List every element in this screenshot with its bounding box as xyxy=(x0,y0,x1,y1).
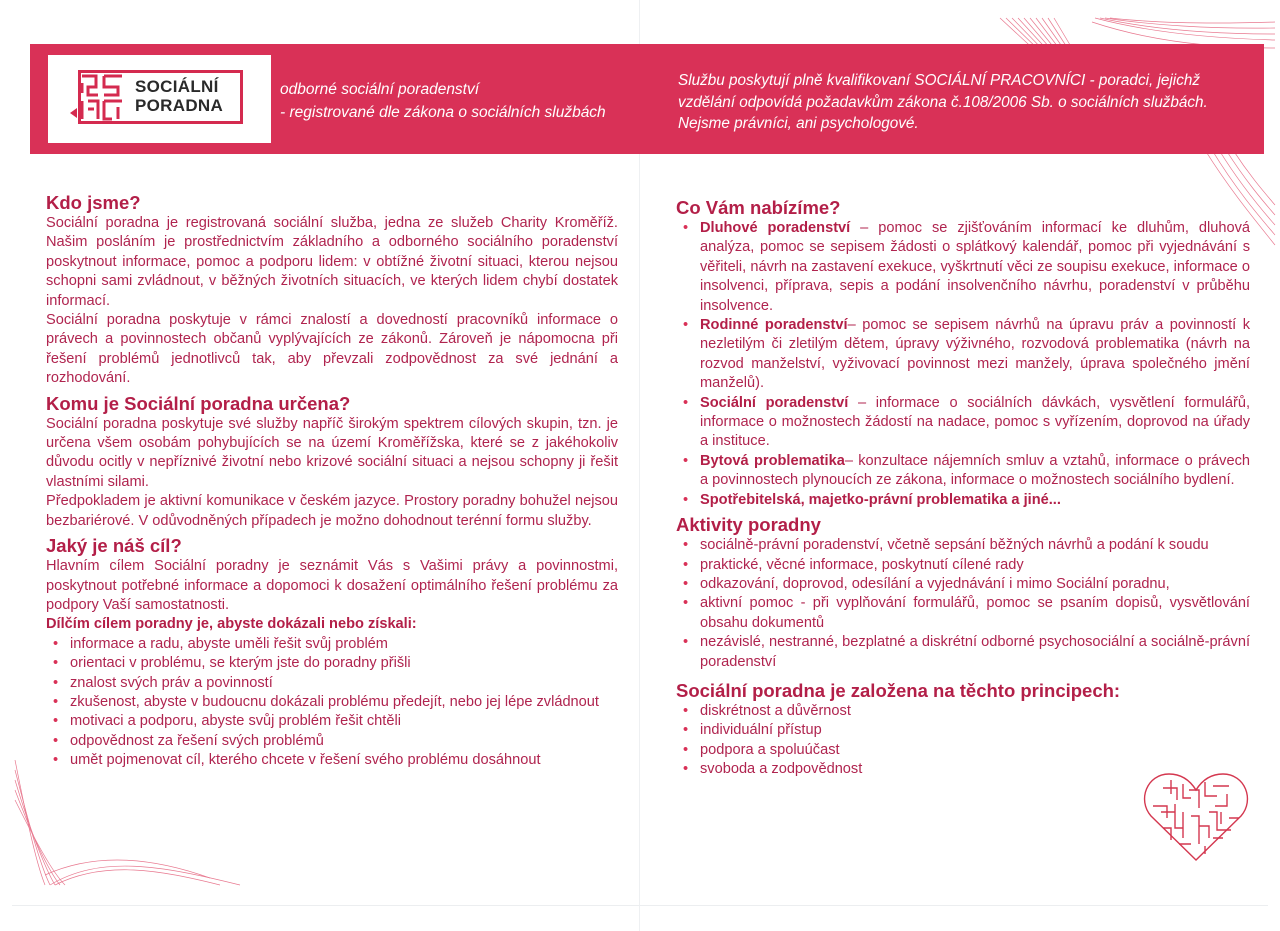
item-title: Sociální poradenství xyxy=(700,394,849,411)
section-heading: Aktivity poradny xyxy=(676,514,821,536)
tagline-line-1: odborné sociální poradenství xyxy=(280,81,480,98)
offer-list xyxy=(676,219,1250,510)
notice-line-3: Nejsme právníci, ani psychologové. xyxy=(678,115,919,132)
section-heading: Co Vám nabízíme? xyxy=(676,197,841,218)
paragraph: Sociální poradna poskytuje své služby napříč širokým spektrem cílových skupin, tzn. je určena všem osobám pohybujících se na území Kroměřížska, které se z jakéhokoliv důvodu ocitly v nepříznivé životní nebo krizové sociální situaci a nejsou schopny ji řešit vlastními silami. xyxy=(46,415,618,490)
item-text: – konzultace nájemních smluv a vztahů, informace o právech a povinnostech plynoucích ze zákona, informace o možnostech sociálního bydlení. xyxy=(700,452,1250,489)
tagline xyxy=(280,78,606,124)
right-column xyxy=(676,197,1250,780)
section-who-we-are xyxy=(46,192,618,389)
list-item xyxy=(700,491,1250,510)
notice-line-2: vzdělání odpovídá požadavkům zákona č.108/2006 Sb. o sociálních službách. xyxy=(678,93,1208,111)
left-column xyxy=(46,192,618,771)
list-item: • odpovědnost za řešení svých problémů xyxy=(70,732,618,751)
decorative-waves-bottom-left xyxy=(10,760,250,890)
list-item: • odkazování, doprovod, odesílání a vyjednávání i mimo Sociální poradnu, xyxy=(700,575,1250,594)
item-title: Bytová problematika xyxy=(700,452,845,469)
list-item: • informace a radu, abyste uměli řešit svůj problém xyxy=(70,635,618,654)
item-title: Dluhové poradenství xyxy=(700,220,851,236)
list-item: • diskrétnost a důvěrnost xyxy=(700,702,1250,721)
qualification-notice xyxy=(678,70,1258,135)
list-item: • motivaci a podporu, abyste svůj problém řešit chtěli xyxy=(70,712,618,731)
list-item: • individuální přístup xyxy=(700,721,1250,740)
item-text: – pomoc se sepisem návrhů na úpravu práv a povinností k nezletilým či zletilým dětem, úpravy výživného, rozvodová problematika (návrh na rozvod manželství, vyživovací povinnost mezi manžely, úprava společného jmění manželů). xyxy=(700,317,1251,392)
section-heading: Kdo jsme? xyxy=(46,192,141,213)
paragraph: Sociální poradna je registrovaná sociální služba, jedna ze služeb Charity Kroměříž. Našim posláním je prostřednictvím základního a odborného sociálního poradenství poskytnout informace, pomoc a podporu lidem: v obtížné životní situaci, kterou nejsou schopni sami zvládnout, v běžných životních situacích, ve kterých lidem chybí dostatek informací. xyxy=(46,215,618,309)
logo-line-2: PORADNA xyxy=(135,96,224,115)
paragraph: Předpokladem je aktivní komunikace v českém jazyce. Prostory poradny bohužel nejsou bezbariérové. V odůvodněných případech je možno dohodnout terénní formu služby. xyxy=(46,493,618,529)
list-item xyxy=(700,452,1250,491)
item-text: – informace o sociálních dávkách, vysvětlení formulářů, informace o možnostech žádostí na nadace, pomoc s vyřízením, doprovod na úřady a instituce. xyxy=(700,394,1251,450)
item-title: Rodinné poradenství xyxy=(700,317,848,334)
item-text: – pomoc se zjišťováním informací ke dluhům, dluhová analýza, pomoc se sepisem žádosti o splátkový kalendář, pomoc při vyjednávání s věřiteli, návrh na zastavení exekuce, vyškrtnutí věci ze soupisu exekuce, informace o insolvenci, příprava, sepis a podání insolvenčního návrhu, poradenství v průběhu insolvence. xyxy=(700,220,1250,314)
section-principles xyxy=(676,680,1250,780)
section-activities xyxy=(676,514,1250,672)
sub-heading: Dílčím cílem poradny je, abyste dokázali nebo získali: xyxy=(46,616,417,633)
list-item: • orientaci v problému, se kterým jste do poradny přišli xyxy=(70,654,618,673)
list-item: • zkušenost, abyste v budoucnu dokázali problému předejít, nebo jej lépe zvládnout xyxy=(70,693,618,712)
section-heading: Komu je Sociální poradna určena? xyxy=(46,392,351,414)
section-our-goal xyxy=(46,535,618,770)
section-heading: Sociální poradna je založena na těchto principech: xyxy=(676,679,1121,701)
list-item: • svoboda a zodpovědnost xyxy=(700,760,1250,779)
list-item: • podpora a spoluúčast xyxy=(700,741,1250,760)
list-item: • umět pojmenovat cíl, kterého chcete v řešení svého problému dosáhnout xyxy=(70,751,618,770)
section-target-group xyxy=(46,393,618,531)
logo-text xyxy=(135,77,223,115)
notice-line-1: Službu poskytují plně kvalifikovaní SOCIÁLNÍ PRACOVNÍCI - poradci, jejichž xyxy=(678,72,1200,89)
list-item xyxy=(700,394,1250,452)
list-item: • sociálně-právní poradenství, včetně sepsání běžných návrhů a podání k soudu xyxy=(700,536,1250,555)
list-item: • praktické, věcné informace, poskytnutí cílené rady xyxy=(700,556,1250,575)
logo-line-1: SOCIÁLNÍ xyxy=(135,77,219,96)
section-heading: Jaký je náš cíl? xyxy=(46,535,182,557)
tagline-line-2: - registrované dle zákona o sociálních službách xyxy=(280,104,606,121)
list-item: • znalost svých práv a povinností xyxy=(70,674,618,693)
section-what-we-offer xyxy=(676,197,1250,510)
paragraph: Hlavním cílem Sociální poradny je seznámit Vás s Vašimi právy a povinnostmi, poskytnout potřebné informace a dopomoci k dosažení optimálního řešení problému za podpory Vaší samostatnosti. xyxy=(46,558,618,613)
list-item: • nezávislé, nestranné, bezplatné a diskrétní odborné psychosociální a sociálně-právní poradenství xyxy=(700,633,1250,672)
list-item xyxy=(700,316,1250,394)
item-title: Spotřebitelská, majetko-právní problematika a jiné... xyxy=(700,491,1061,508)
paragraph: Sociální poradna poskytuje v rámci znalostí a dovedností pracovníků informace o právech a povinnostech občanů vyplývajících ze zákonů. Zároveň je nápomocna při řešení problémů jednotlivců tak, aby převzali zodpovědnost za své jednání a rozhodování. xyxy=(46,312,618,387)
goal-list xyxy=(46,635,618,771)
logo xyxy=(48,55,271,143)
page-edge xyxy=(12,905,1268,906)
list-item: • aktivní pomoc - při vyplňování formulářů, pomoc se psaním dopisů, vysvětlování obsahu dokumentů xyxy=(700,594,1250,633)
maze-heart-icon xyxy=(1143,768,1249,864)
list-item xyxy=(700,219,1250,316)
activities-list xyxy=(676,536,1250,672)
